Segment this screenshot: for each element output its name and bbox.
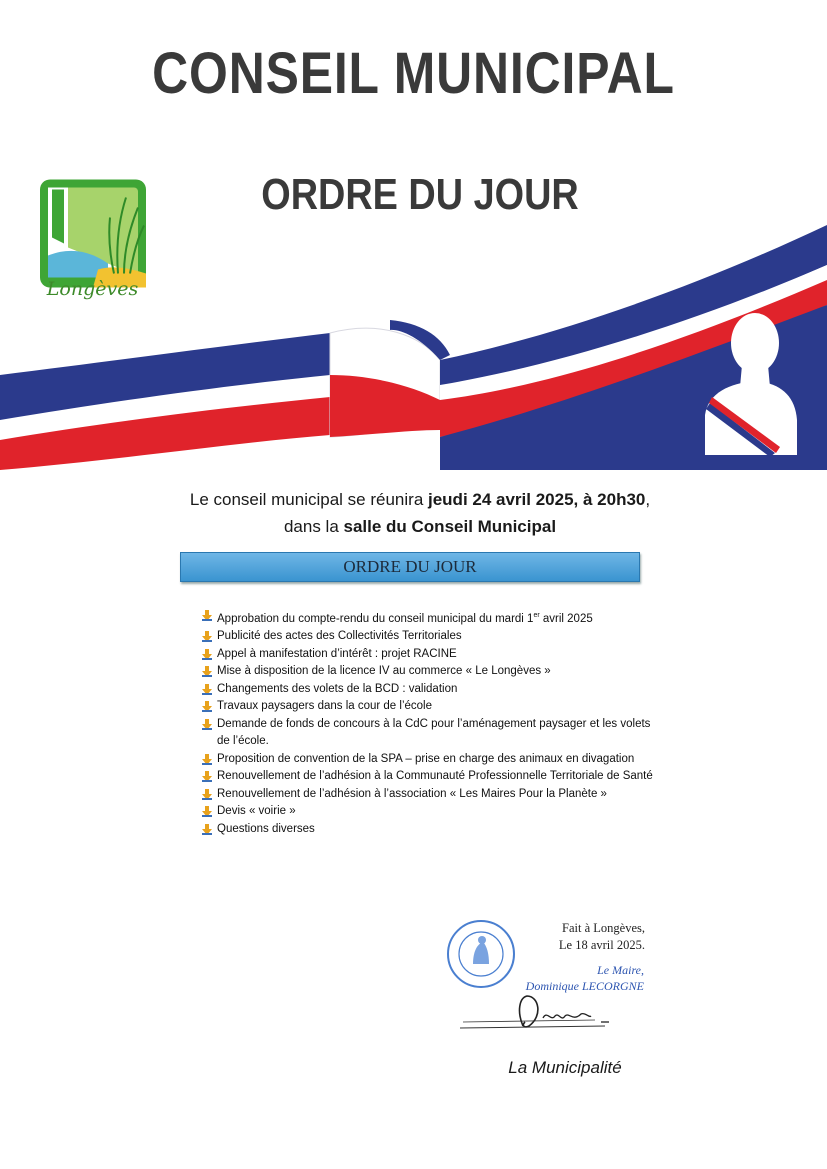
signature-mark [455, 992, 620, 1034]
meeting-line-2: dans la salle du Conseil Municipal [283, 517, 557, 536]
page-title: CONSEIL MUNICIPAL [152, 41, 675, 106]
list-item: Proposition de convention de la SPA – prise en charge des animaux en divagation [200, 751, 660, 769]
meeting-location: salle du Conseil Municipal [343, 517, 557, 536]
meeting-line-1: Le conseil municipal se réunira jeudi 24 avril 2025, à 20h30, [189, 490, 651, 509]
list-item: Travaux paysagers dans la cour de l’école [200, 698, 660, 716]
footer-signature: La Municipalité [508, 1058, 622, 1077]
arrow-bullet-icon [202, 666, 212, 677]
meeting-date: jeudi 24 avril 2025, à 20h30 [428, 490, 646, 509]
page-subtitle: ORDRE DU JOUR [261, 170, 579, 219]
logo-text: Longèves [46, 278, 139, 300]
arrow-bullet-icon [202, 701, 212, 712]
meeting-info [60, 486, 780, 540]
arrow-bullet-icon [202, 789, 212, 800]
agenda-header: ORDRE DU JOUR [180, 552, 640, 582]
arrow-bullet-icon [202, 684, 212, 695]
list-item: Questions diverses [200, 821, 660, 839]
arrow-bullet-icon [202, 824, 212, 835]
list-item: Renouvellement de l’adhésion à l’association « Les Maires Pour la Planète » [200, 786, 660, 804]
list-item: Approbation du compte-rendu du conseil municipal du mardi 1er avril 2025 [200, 607, 660, 628]
arrow-bullet-icon [202, 610, 212, 621]
arrow-bullet-icon [202, 631, 212, 642]
list-item: Mise à disposition de la licence IV au commerce « Le Longèves » [200, 663, 660, 681]
list-item: Devis « voirie » [200, 803, 660, 821]
arrow-bullet-icon [202, 806, 212, 817]
arrow-bullet-icon [202, 771, 212, 782]
list-item: Appel à manifestation d’intérêt : projet RACINE [200, 646, 660, 664]
agenda-list [200, 607, 660, 838]
place-date: Fait à Longèves, Le 18 avril 2025. [558, 921, 645, 952]
list-item: Publicité des actes des Collectivités Territoriales [200, 628, 660, 646]
list-item: Demande de fonds de concours à la CdC pour l’aménagement paysager et les volets de l’école. [200, 716, 660, 751]
list-item: Changements des volets de la BCD : validation [200, 681, 660, 699]
arrow-bullet-icon [202, 719, 212, 730]
list-item: Renouvellement de l’adhésion à la Communauté Professionnelle Territoriale de Santé [200, 768, 660, 786]
arrow-bullet-icon [202, 754, 212, 765]
arrow-bullet-icon [202, 649, 212, 660]
mayor-title: Le Maire, Dominique LECORGNE [525, 963, 644, 993]
